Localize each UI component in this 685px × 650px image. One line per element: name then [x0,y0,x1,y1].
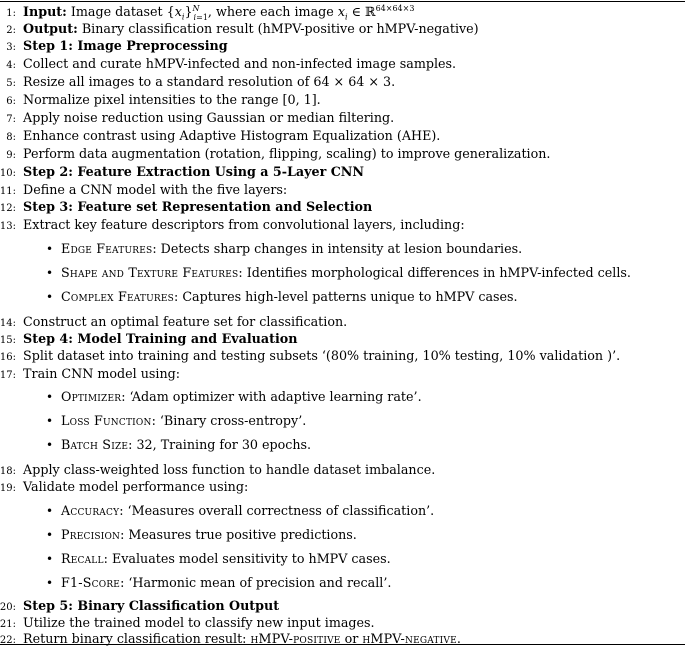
algo-line-18 [0,461,435,479]
line-text: Resize all images to a standard resolution of 64 × 64 × 3. [23,74,396,89]
algo-line-11 [0,181,287,199]
line-text: Validate model performance using: [23,479,249,494]
line-text: Normalize pixel intensities to the range [0, 1]. [23,92,321,107]
line-text: Enhance contrast using Adaptive Histogram Equalization (AHE). [23,128,441,143]
line-number: 12: [0,203,16,214]
bullet-desc: : Measures true positive predictions. [120,527,357,542]
bullet-term: Precision [61,527,121,542]
line-number: 18: [0,466,16,477]
algo-line-5 [0,73,395,91]
algo-line-6 [0,91,321,109]
line-text: Collect and curate hMPV-infected and non-infected image samples. [23,56,457,71]
math-set: $\{x_i\}^N_{i=1}$ [166,3,208,22]
bullet-icon: • [46,390,54,404]
step-heading: Step 5: Binary Classification Output [23,598,280,613]
bullet-item [46,240,522,258]
bullet-icon: • [46,438,54,452]
bullet-item [46,436,311,454]
bullet-desc: : Detects sharp changes in intensity at lesion boundaries. [152,241,523,256]
line-text: Train CNN model using: [23,366,181,381]
bullet-icon: • [46,266,54,280]
bullet-item [46,526,357,544]
bullet-term: Loss Function [61,413,152,428]
algo-line-19 [0,478,248,496]
bullet-desc: : ‘Binary cross-entropy’. [151,413,307,428]
line-text: Define a CNN model with the five layers: [23,182,288,197]
step-heading: Step 4: Model Training and Evaluation [23,331,298,346]
bullet-icon: • [46,552,54,566]
algo-line-17 [0,365,180,383]
algo-line-7 [0,109,394,127]
bullet-term: Batch Size [61,437,129,452]
line-number: 9: [6,150,16,161]
step-heading: Step 3: Feature set Representation and Selection [23,199,373,214]
line-text-post: , where each image $x_i$ ∈ ℝ$^{64\times 64\times 3}$ [207,3,415,22]
line-number: 10: [0,168,16,179]
line-number: 5: [6,78,16,89]
step-heading: Step 2: Feature Extraction Using a 5-Layer CNN [23,164,364,179]
dataset-math [166,3,208,22]
algo-line-9 [0,145,550,163]
line-number: 19: [0,483,16,494]
line-text: Extract key feature descriptors from convolutional layers, including: [23,217,465,232]
bullet-term: F1-Score [61,575,121,590]
line-number: 17: [0,370,16,381]
algo-line-12 [0,198,372,216]
line-number: 11: [0,186,16,197]
bullet-icon: • [46,290,54,304]
line-number: 2: [6,25,16,36]
step-heading: Step 1: Image Preprocessing [23,38,228,53]
bullet-desc: : Evaluates model sensitivity to hMPV cases. [103,551,391,566]
algo-line-3 [0,37,228,55]
bullet-desc: : ‘Harmonic mean of precision and recall’. [120,575,392,590]
line-text: Apply class-weighted loss function to handle dataset imbalance. [23,462,436,477]
line-number: 21: [0,619,16,630]
line-text: Perform data augmentation (rotation, flipping, scaling) to improve generalization. [23,146,551,161]
line-number: 14: [0,318,16,329]
bullet-desc: : Identifies morphological differences in hMPV-infected cells. [238,265,631,280]
line-number: 7: [6,114,16,125]
bullet-item [46,264,631,282]
line-number: 13: [0,221,16,232]
line-text: Apply noise reduction using Gaussian or median filtering. [23,110,395,125]
algo-line-2 [0,20,479,38]
bullet-term: Accuracy [61,503,120,518]
bullet-item [46,288,518,306]
line-number: 3: [6,42,16,53]
bottom-rule [0,644,685,645]
algo-line-13 [0,216,465,234]
line-number: 20: [0,602,16,613]
output-label: Output: [23,21,78,36]
result-negative: hMPV-negative [362,631,457,646]
line-number: 8: [6,132,16,143]
algo-line-8 [0,127,440,145]
line-text: Utilize the trained model to classify new input images. [23,615,375,630]
bullet-desc: : ‘Measures overall correctness of classification’. [119,503,435,518]
line-text: Construct an optimal feature set for classification. [23,314,348,329]
bullet-term: Complex Features [61,289,175,304]
bullet-icon: • [46,528,54,542]
line-number: 1: [6,8,16,19]
line-text: Return binary classification result: [23,631,251,646]
line-number: 15: [0,335,16,346]
line-number: 22: [0,635,16,646]
line-number: 6: [6,96,16,107]
line-text: Image dataset [66,4,167,19]
bullet-term: Edge Features [61,241,153,256]
bullet-icon: • [46,414,54,428]
bullet-item [46,550,391,568]
line-text: Split dataset into training and testing subsets ‘(80% training, 10% testing, 10% validation )’. [23,348,621,363]
line-text: or [340,631,363,646]
algo-line-16 [0,347,620,365]
bullet-desc: : ‘Adam optimizer with adaptive learning rate’. [121,389,422,404]
algo-line-10 [0,163,364,181]
bullet-item [46,412,306,430]
algo-line-14 [0,313,347,331]
bullet-term: Recall [61,551,104,566]
top-rule [0,1,685,2]
algo-line-15 [0,330,297,348]
bullet-term: Optimizer [61,389,122,404]
bullet-item [46,574,391,592]
algo-line-22 [0,630,461,648]
algo-line-4 [0,55,456,73]
line-text: . [456,631,461,646]
bullet-icon: • [46,504,54,518]
bullet-item [46,388,422,406]
algo-line-1 [0,3,414,21]
bullet-desc: : Captures high-level patterns unique to hMPV cases. [174,289,518,304]
result-positive: hMPV-positive [250,631,341,646]
bullet-desc: : 32, Training for 30 epochs. [128,437,312,452]
line-number: 16: [0,352,16,363]
bullet-term: Shape and Texture Features [61,265,239,280]
bullet-item [46,502,434,520]
input-label: Input: [23,4,67,19]
bullet-icon: • [46,576,54,590]
algo-line-20 [0,597,279,615]
line-number: 4: [6,60,16,71]
line-text: Binary classification result (hMPV-positive or hMPV-negative) [77,21,479,36]
bullet-icon: • [46,242,54,256]
